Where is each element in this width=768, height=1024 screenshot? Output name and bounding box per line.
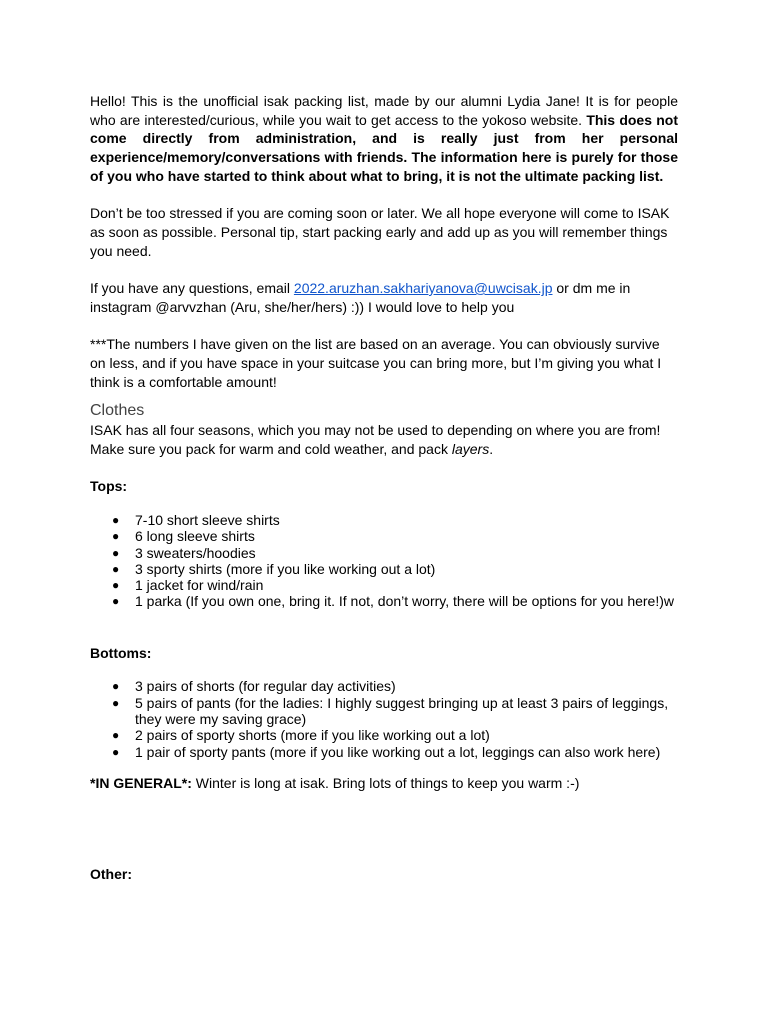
list-item-text: 1 pair of sporty pants (more if you like working out a lot, leggings can also work here) [135, 743, 661, 760]
intro-disclaimer: This does not come directly from administration, and is really just from her personal experience/memory/conversations with friends. The information here is purely for those of you who have started to think about what to bring, it is not the ultimate packing list. [90, 111, 679, 184]
list-item [90, 512, 678, 528]
bullet-icon: ● [112, 679, 120, 694]
list-item [90, 545, 678, 561]
bottoms-label: Bottoms: [90, 644, 152, 661]
list-item-text: 3 sporty shirts (more if you like working out a lot) [135, 560, 436, 577]
list-item-text: 1 jacket for wind/rain [135, 577, 264, 594]
numbers-note: ***The numbers I have given on the list are based on an average. You can obviously survive on less, and if you have space in your suitcase you can bring more, but I’m giving you what I think is a comfortable amount! [90, 336, 662, 390]
clothes-heading: Clothes [90, 402, 145, 420]
intro-text: Hello! This is the unofficial isak packing list, made by our alumni Lydia Jane! It is for people who are interested/curious, while you wait to get access to the yokoso website. [90, 93, 678, 128]
list-item [90, 744, 678, 760]
bullet-icon: ● [112, 545, 120, 560]
list-item [90, 561, 678, 577]
bullet-icon: ● [112, 695, 120, 710]
email-link[interactable]: 2022.aruzhan.sakhariyanova@uwcisak.jp [293, 280, 553, 296]
list-item-text: 1 parka (If you own one, bring it. If not, don’t worry, there will be options for you here!)w [135, 593, 675, 610]
general-text: Winter is long at isak. Bring lots of things to keep you warm :-) [191, 774, 580, 791]
bottoms-list [90, 678, 678, 759]
contact-paragraph [90, 279, 678, 316]
list-item [90, 577, 678, 593]
tops-label: Tops: [90, 478, 128, 495]
bullet-icon: ● [112, 561, 120, 576]
list-item [90, 528, 678, 544]
other-label: Other: [90, 865, 132, 882]
list-item [90, 678, 678, 694]
list-item-text: 3 pairs of shorts (for regular day activities) [135, 678, 396, 695]
clothes-intro-italic: layers [451, 440, 490, 457]
contact-after: or dm me in instagram @arvvzhan (Aru, she/her/hers) :)) I would love to help you [90, 280, 631, 315]
clothes-intro-text: ISAK has all four seasons, which you may not be used to depending on where you are from! Make sure you pack for warm and cold weather, and pack [90, 422, 661, 457]
list-item-text: 3 sweaters/hoodies [135, 544, 256, 561]
general-label: *IN GENERAL*: [90, 774, 192, 791]
clothes-intro-end: . [489, 440, 494, 457]
list-item-text: 6 long sleeve shirts [135, 528, 255, 545]
list-item [90, 593, 678, 609]
stress-note: Don’t be too stressed if you are coming soon or later. We all hope everyone will come to ISAK as soon as possible. Personal tip, start packing early and add up as you will remember things you need. [90, 205, 670, 259]
intro-paragraph [90, 92, 678, 186]
list-item [90, 695, 678, 728]
list-item-text: 7-10 short sleeve shirts [135, 512, 280, 528]
tops-list [90, 512, 678, 610]
bullet-icon: ● [112, 594, 120, 609]
list-item-text: 2 pairs of sporty shorts (more if you like working out a lot) [135, 727, 490, 744]
bullet-icon: ● [112, 728, 120, 743]
contact-before: If you have any questions, email [90, 280, 294, 296]
clothes-intro [90, 421, 678, 458]
bullet-icon: ● [112, 578, 120, 593]
bullet-icon: ● [112, 529, 120, 544]
list-item-text: 5 pairs of pants (for the ladies: I highly suggest bringing up at least 3 pairs of leggings, they were my saving grace) [135, 694, 669, 728]
bullet-icon: ● [112, 513, 120, 527]
bullet-icon: ● [112, 744, 120, 759]
document-body [90, 92, 678, 883]
list-item [90, 727, 678, 743]
general-note [90, 774, 678, 793]
